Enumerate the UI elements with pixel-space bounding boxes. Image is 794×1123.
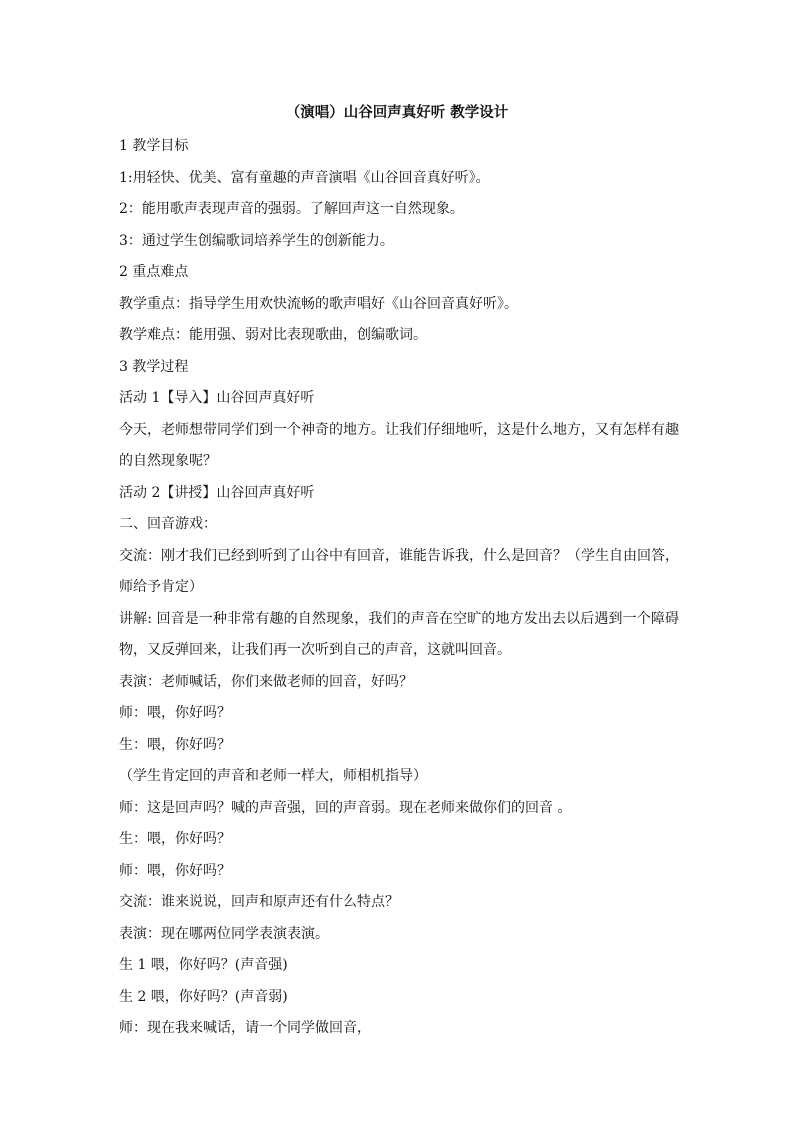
dialogue-line: 生 2 喂，你好吗？(声音弱) [119,988,288,1005]
exchange-paragraph: 交流：刚才我们已经到听到了山谷中有回音，谁能告诉我，什么是回音？（学生自由回答，师给予肯定） [119,547,679,595]
dialogue-line: 表演：老师喊话，你们来做老师的回音，好吗？ [119,673,413,690]
document-body [119,131,679,1045]
dialogue-line: 生：喂，你好吗？ [119,736,231,753]
dialogue-line: 师：现在我来喊话，请一个同学做回音， [119,1020,371,1036]
dialogue-line: 师：喂，你好吗？ [119,862,231,879]
explain-paragraph: 讲解: 回音是一种非常有趣的自然现象，我们的声音在空旷的地方发出去以后遇到一个障碍物，又反弹回来，让我们再一次听到自己的声音，这就叫回音。 [119,610,679,658]
objective-3: 3：通过学生创编歌词培养学生的创新能力。 [119,232,394,249]
dialogue-line: 师：这是回声吗？喊的声音强，回的声音弱。现在老师来做你们的回音 。 [119,799,572,816]
dialogue-line: 交流：谁来说说，回声和原声还有什么特点？ [119,894,399,910]
key-point: 教学重点：指导学生用欢快流畅的歌声唱好《山谷回音真好听》。 [119,295,518,312]
objective-1: 1:用轻快、优美、富有童趣的声音演唱《山谷回音真好听》。 [119,169,490,186]
dialogue-line: 表演：现在哪两位同学表演表演。 [119,925,329,942]
dialogue-line: 生：喂，你好吗？ [119,831,231,847]
echo-game-heading: 二、回音游戏： [119,516,217,532]
section-heading-key-points: 2 重点难点 [119,264,189,280]
dialogue-line: 师：喂，你好吗？ [119,705,231,721]
intro-paragraph: 今天，老师想带同学们到一个神奇的地方。让我们仔细地听，这是什么地方，又有怎样有趣的自然现象呢？ [119,421,679,469]
difficult-point: 教学难点：能用强、弱对比表现歌曲，创编歌词。 [119,327,427,343]
dialogue-line: （学生肯定回的声音和老师一样大，师相机指导） [119,768,427,784]
section-heading-objectives: 1 教学目标 [119,138,189,154]
section-heading-process: 3 教学过程 [119,358,189,375]
document-title: （演唱）山谷回声真好听 教学设计 [285,104,509,121]
activity-2-heading: 活动 2【讲授】山谷回声真好听 [119,484,315,501]
objective-2: 2：能用歌声表现声音的强弱。了解回声这一自然现象。 [119,201,464,217]
dialogue-line: 生 1 喂，你好吗？(声音强) [119,957,288,973]
activity-1-heading: 活动 1【导入】山谷回声真好听 [119,390,315,406]
